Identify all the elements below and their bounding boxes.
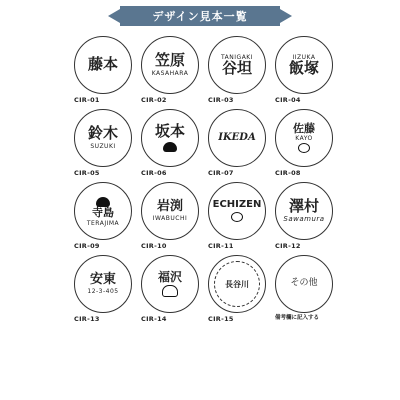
sample-cell[interactable] [141,109,201,177]
sample-cell[interactable] [208,255,268,323]
sample-cell[interactable] [275,109,335,177]
sample-name: IKEDA [218,131,256,143]
sample-cell[interactable] [74,36,134,104]
sample-name: 長谷川 [225,278,249,289]
sample-name: 藤本 [87,55,118,74]
sample-code: CIR-14 [141,315,167,323]
sample-name: 佐藤 [293,121,315,135]
sample-cell[interactable] [275,182,335,250]
dotted-ring [214,261,260,307]
sample-name: 福沢 [157,269,182,284]
sample-code: CIR-08 [275,169,301,177]
sample-circle[interactable] [74,109,132,167]
sample-note: 備考欄に記入する [275,315,320,321]
sample-circle[interactable] [208,109,266,167]
sample-code: CIR-15 [208,315,234,323]
page-title: デザイン見本一覧 [120,6,280,26]
sample-circle[interactable] [208,182,266,240]
sample-name: 飯塚 [288,59,319,78]
sample-cell[interactable] [141,182,201,250]
sample-name: 寺島 [92,206,114,220]
sample-code: CIR-12 [275,242,301,250]
sample-address: 12-3-405 [87,287,119,295]
sample-cell[interactable] [74,255,134,323]
sample-circle[interactable] [275,109,333,167]
sample-code: CIR-06 [141,169,167,177]
sample-circle[interactable] [74,182,132,240]
sample-circle[interactable] [141,109,199,167]
sample-name: 笠原 [154,51,185,70]
sample-circle[interactable] [275,255,333,313]
sample-code: CIR-10 [141,242,167,250]
sample-circle[interactable] [141,255,199,313]
sample-cell[interactable] [141,36,201,104]
sample-cell[interactable] [275,36,335,104]
sample-circle[interactable] [74,255,132,313]
sample-romaji: KASAHARA [151,69,189,77]
sample-romaji: IWABUCHI [152,214,188,222]
sample-cell[interactable] [74,182,134,250]
sample-code: CIR-03 [208,96,234,104]
sample-romaji: IIZUKA [292,54,316,62]
sample-romaji: TERAJIMA [86,219,120,227]
sample-name: ECHIZEN [212,199,262,211]
cat-icon [163,142,177,152]
sample-circle[interactable] [208,255,266,313]
sample-cell[interactable] [208,36,268,104]
sample-code: CIR-01 [74,96,100,104]
sample-name: 谷坦 [221,59,252,78]
sample-circle[interactable] [141,182,199,240]
sample-cell[interactable] [74,109,134,177]
sample-cell-other[interactable] [275,255,335,323]
sample-circle[interactable] [275,182,333,240]
sample-grid [74,36,336,323]
sample-code: CIR-11 [208,242,234,250]
sample-code: CIR-09 [74,242,100,250]
sample-name: 安東 [89,272,116,288]
sample-romaji: SUZUKI [90,142,116,150]
cat-icon [162,285,178,297]
sample-circle[interactable] [275,36,333,94]
sample-romaji: TANIGAKI [220,54,254,62]
sample-name: 澤村 [288,196,319,215]
sample-code: CIR-07 [208,169,234,177]
sample-romaji: Sawamura [283,215,325,224]
sample-circle[interactable] [74,36,132,94]
sample-code: CIR-04 [275,96,301,104]
sample-cell[interactable] [141,255,201,323]
sample-code: CIR-05 [74,169,100,177]
sample-cell[interactable] [208,182,268,250]
sample-code: CIR-02 [141,96,167,104]
sample-name: 鈴木 [87,124,118,143]
sample-cell[interactable] [208,109,268,177]
sample-name: 坂本 [154,122,185,141]
sample-name: その他 [290,278,318,289]
panda-icon [231,212,243,222]
sample-circle[interactable] [208,36,266,94]
sample-name: 岩渕 [156,199,183,215]
sample-code: CIR-13 [74,315,100,323]
panda-icon [298,143,310,153]
sample-circle[interactable] [141,36,199,94]
sample-romaji: KAYO [295,135,313,143]
